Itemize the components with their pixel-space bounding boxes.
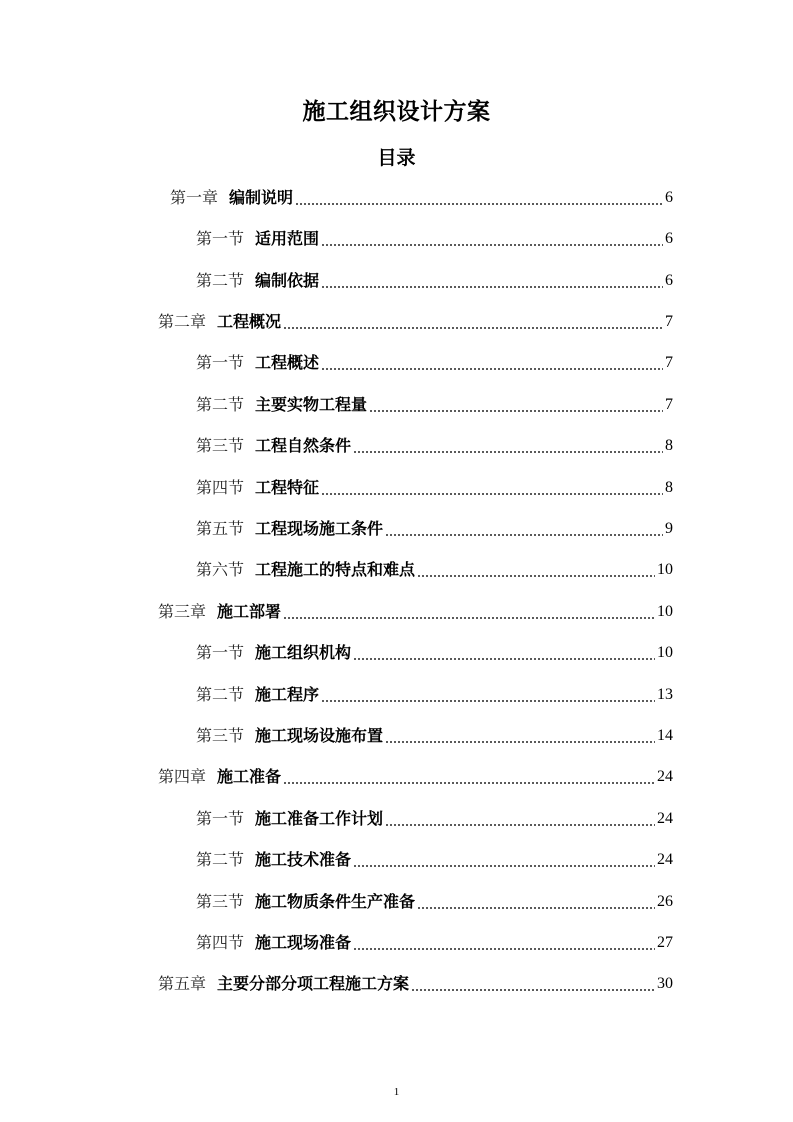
toc-entry-page: 24 [657, 768, 673, 786]
toc-entry-title: 施工物质条件生产准备 [255, 891, 416, 911]
toc-chapter-row [158, 757, 673, 798]
toc-entry-label: 第五章 [158, 974, 207, 994]
toc-entry-page: 8 [665, 478, 673, 496]
toc-section-row [158, 715, 673, 756]
toc-entry-title: 工程施工的特点和难点 [255, 560, 416, 580]
toc-entry-title: 施工程序 [255, 684, 320, 704]
toc-entry-page: 24 [657, 809, 673, 827]
toc-entry-label: 第一章 [170, 187, 219, 207]
toc-entry-title: 施工技术准备 [255, 850, 352, 870]
toc-leader [418, 907, 655, 909]
toc-entry-page: 7 [665, 312, 673, 330]
toc-leader [354, 658, 655, 660]
toc-section-row [158, 550, 673, 591]
toc-entry-label: 第四章 [158, 767, 207, 787]
toc-entry-page: 9 [665, 519, 673, 537]
toc-entry-page: 14 [657, 726, 673, 744]
toc-section-row [158, 218, 673, 259]
toc-leader [322, 493, 663, 495]
toc-entry-label: 第五节 [196, 518, 245, 538]
toc-chapter-row [158, 177, 673, 218]
toc-leader [296, 203, 663, 205]
toc-chapter-row [158, 591, 673, 632]
toc-leader [386, 824, 655, 826]
toc-entry-label: 第二节 [196, 850, 245, 870]
toc-entry-label: 第三节 [196, 725, 245, 745]
toc-section-row [158, 840, 673, 881]
toc-entry-page: 24 [657, 851, 673, 869]
toc-entry-page: 7 [665, 354, 673, 372]
toc-section-row [158, 881, 673, 922]
toc-entry-label: 第二章 [158, 311, 207, 331]
toc-entry-page: 26 [657, 892, 673, 910]
toc-section-row [158, 425, 673, 466]
toc-entry-label: 第一节 [196, 643, 245, 663]
toc-entry-title: 主要实物工程量 [255, 394, 368, 414]
toc-entry-page: 13 [657, 685, 673, 703]
toc-entry-title: 施工组织机构 [255, 643, 352, 663]
toc-entry-page: 8 [665, 437, 673, 455]
toc-chapter-row [158, 964, 673, 1005]
toc-entry-title: 施工现场设施布置 [255, 725, 384, 745]
toc-leader [386, 534, 663, 536]
toc-leader [322, 286, 663, 288]
toc-entry-title: 工程特征 [255, 477, 320, 497]
toc-entry-page: 6 [665, 230, 673, 248]
toc-entry-title: 工程现场施工条件 [255, 518, 384, 538]
toc-entry-title: 主要分部分项工程施工方案 [217, 974, 410, 994]
toc-leader [370, 410, 663, 412]
toc-section-row [158, 632, 673, 673]
toc-entry-page: 30 [657, 975, 673, 993]
toc-leader [386, 741, 655, 743]
toc-section-row [158, 260, 673, 301]
toc-list [158, 177, 673, 1005]
toc-leader [322, 244, 663, 246]
toc-leader [354, 451, 663, 453]
toc-entry-title: 施工准备工作计划 [255, 808, 384, 828]
toc-entry-title: 工程概述 [255, 353, 320, 373]
toc-section-row [158, 922, 673, 963]
toc-section-row [158, 508, 673, 549]
toc-entry-label: 第二节 [196, 270, 245, 290]
toc-section-row [158, 343, 673, 384]
toc-entry-title: 工程自然条件 [255, 436, 352, 456]
toc-entry-label: 第四节 [196, 933, 245, 953]
toc-entry-label: 第一节 [196, 353, 245, 373]
toc-section-row [158, 467, 673, 508]
toc-leader [418, 575, 655, 577]
toc-entry-page: 7 [665, 395, 673, 413]
toc-leader [354, 865, 655, 867]
toc-entry-label: 第六节 [196, 560, 245, 580]
toc-entry-page: 6 [665, 188, 673, 206]
toc-entry-label: 第三节 [196, 436, 245, 456]
toc-entry-label: 第一节 [196, 808, 245, 828]
toc-entry-label: 第一节 [196, 229, 245, 249]
toc-entry-page: 10 [657, 561, 673, 579]
toc-section-row [158, 798, 673, 839]
toc-heading: 目录 [377, 147, 416, 169]
toc-entry-label: 第二节 [196, 394, 245, 414]
toc-leader [284, 782, 655, 784]
toc-chapter-row [158, 301, 673, 342]
toc-entry-title: 施工部署 [217, 601, 282, 621]
toc-leader [284, 327, 663, 329]
toc-entry-title: 工程概况 [217, 311, 282, 331]
toc-section-row [158, 384, 673, 425]
toc-leader [322, 368, 663, 370]
toc-entry-title: 适用范围 [255, 229, 320, 249]
page-number: 1 [393, 1086, 400, 1098]
toc-leader [354, 948, 655, 950]
toc-entry-title: 施工准备 [217, 767, 282, 787]
toc-entry-label: 第四节 [196, 477, 245, 497]
page-title: 施工组织设计方案 [302, 98, 491, 125]
toc-entry-label: 第二节 [196, 684, 245, 704]
toc-entry-page: 6 [665, 271, 673, 289]
toc-entry-title: 编制依据 [255, 270, 320, 290]
toc-entry-label: 第三章 [158, 601, 207, 621]
toc-entry-page: 10 [657, 644, 673, 662]
toc-section-row [158, 674, 673, 715]
toc-leader [322, 700, 655, 702]
toc-entry-page: 27 [657, 934, 673, 952]
toc-leader [412, 989, 655, 991]
toc-leader [284, 617, 655, 619]
toc-entry-title: 施工现场准备 [255, 933, 352, 953]
toc-entry-page: 10 [657, 602, 673, 620]
toc-entry-title: 编制说明 [229, 187, 294, 207]
toc-entry-label: 第三节 [196, 891, 245, 911]
